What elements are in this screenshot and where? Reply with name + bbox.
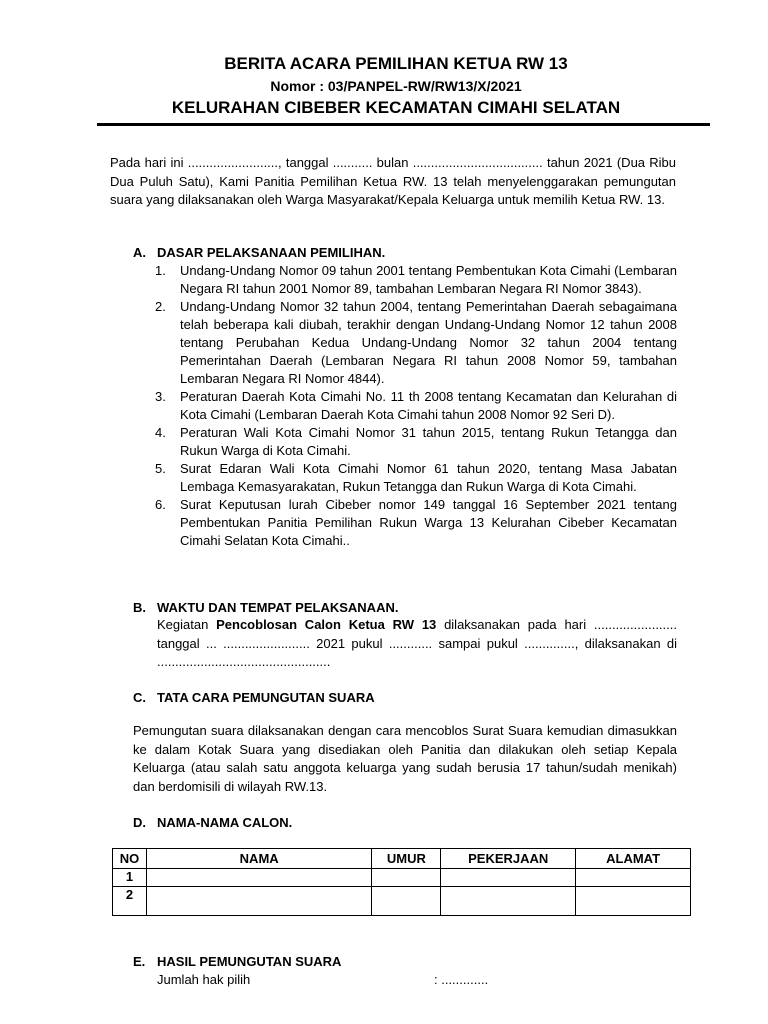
section-b-letter: B. [133, 600, 146, 615]
column-header-no: NO [113, 849, 147, 869]
list-item-text: Peraturan Wali Kota Cimahi Nomor 31 tahun 2015, tentang Rukun Tetangga dan Rukun Warga di Kota Cimahi. [180, 425, 677, 458]
intro-paragraph: Pada hari ini ........................., tanggal ........... bulan .................................... tahun 2021 (Dua Ribu Dua Puluh Satu), Kami Panitia Pemilihan Ketua RW. 13 telah menyelenggarakan pemungutan suara yang dilaksanakan oleh Warga Masyarakat/Kepala Keluarga untuk memilih Ketua RW. 13. [110, 155, 676, 207]
section-b-text [157, 616, 677, 672]
list-item-text: Surat Edaran Wali Kota Cimahi Nomor 61 tahun 2020, tentang Masa Jabatan Lembaga Kemasyarakatan, Rukun Tetangga dan Rukun Warga di Kota Cimahi. [180, 461, 677, 494]
section-c-heading [133, 690, 375, 705]
section-c-letter: C. [133, 690, 146, 705]
candidates-table [112, 848, 691, 916]
section-b-title: WAKTU DAN TEMPAT PELAKSANAAN. [157, 600, 399, 615]
cell-nama [146, 887, 371, 916]
document-title: BERITA ACARA PEMILIHAN KETUA RW 13 [224, 54, 568, 73]
column-header-alamat: ALAMAT [576, 849, 691, 869]
cell-nama [146, 869, 371, 887]
section-e-title: HASIL PEMUNGUTAN SUARA [157, 954, 342, 969]
section-b-text-bold: Pencoblosan Calon Ketua RW 13 [216, 617, 437, 632]
legal-basis-list [155, 262, 677, 550]
section-a-title: DASAR PELAKSANAAN PEMILIHAN. [157, 245, 386, 260]
list-item-text: Undang-Undang Nomor 09 tahun 2001 tentang Pembentukan Kota Cimahi (Lembaran Negara RI tahun 2001 Nomor 89, tambahan Lembaran Negara RI Nomor 3843). [180, 263, 677, 296]
table-row [113, 869, 691, 887]
cell-alamat [576, 887, 691, 916]
table-header-row [113, 849, 691, 869]
section-b-text-post: dilaksanakan pada hari ....................... tanggal ... ........................ 2021 pukul ............ sampai pukul .............., dilaksanakan di ................................................ [157, 617, 677, 669]
section-c-title: TATA CARA PEMUNGUTAN SUARA [157, 690, 375, 705]
cell-pekerjaan [441, 887, 576, 916]
list-item-text: Peraturan Daerah Kota Cimahi No. 11 th 2008 tentang Kecamatan dan Kelurahan di Kota Cimahi (Lembaran Daerah Kota Cimahi tahun 2008 Nomor 92 Seri D). [180, 389, 677, 422]
cell-umur [372, 869, 441, 887]
voter-count-label: Jumlah hak pilih [157, 972, 251, 987]
voter-count-value: : ............. [434, 972, 489, 987]
list-item-number: 3. [155, 389, 166, 404]
column-header-nama: NAMA [146, 849, 371, 869]
list-item-number: 6. [155, 497, 166, 512]
section-a-letter: A. [133, 245, 146, 260]
section-e-heading [133, 954, 341, 969]
cell-no: 2 [113, 887, 147, 916]
list-item [155, 496, 677, 550]
header-rule [97, 123, 710, 126]
section-d-heading [133, 815, 292, 830]
section-d-title: NAMA-NAMA CALON. [157, 815, 293, 830]
list-item-number: 1. [155, 263, 166, 278]
cell-no: 1 [113, 869, 147, 887]
column-header-umur: UMUR [372, 849, 441, 869]
list-item-number: 2. [155, 299, 166, 314]
section-e-letter: E. [133, 954, 146, 969]
cell-umur [372, 887, 441, 916]
list-item-text: Undang-Undang Nomor 32 tahun 2004, tentang Pemerintahan Daerah sebagaimana telah beberapa kali diubah, terakhir dengan Undang-Undang Nomor 12 tahun 2008 tentang Perubahan Kedua Undang-Undang Nomor 32 tahun 2004 tentang Pemerintahan Daerah (Lembaran Negara RI tahun 2008 Nomor 59, tambahan Lembaran Negara RI Nomor 4844). [180, 299, 677, 386]
column-header-pekerjaan: PEKERJAAN [441, 849, 576, 869]
list-item [155, 460, 677, 496]
list-item [155, 262, 677, 298]
cell-pekerjaan [441, 869, 576, 887]
list-item [155, 424, 677, 460]
document-subtitle: KELURAHAN CIBEBER KECAMATAN CIMAHI SELATAN [171, 98, 621, 117]
section-b-text-pre: Kegiatan [157, 617, 217, 632]
document-number: Nomor : 03/PANPEL-RW/RW13/X/2021 [270, 78, 522, 94]
section-b-heading [133, 600, 398, 615]
table-row [113, 887, 691, 916]
section-a-heading [133, 245, 385, 260]
section-d-letter: D. [133, 815, 146, 830]
section-c-text: Pemungutan suara dilaksanakan dengan cara mencoblos Surat Suara kemudian dimasukkan ke dalam Kotak Suara yang disediakan oleh Panitia dan dilakukan oleh setiap Kepala Keluarga (atau salah satu anggota keluarga yang sudah berusia 17 tahun/sudah menikah) dan berdomisili di wilayah RW.13. [133, 723, 677, 794]
list-item-number: 5. [155, 461, 166, 476]
cell-alamat [576, 869, 691, 887]
list-item-number: 4. [155, 425, 166, 440]
list-item [155, 388, 677, 424]
list-item-text: Surat Keputusan lurah Cibeber nomor 149 tanggal 16 September 2021 tentang Pembentukan Panitia Pemilihan Rukun Warga 13 Kelurahan Cibeber Kecamatan Cimahi Selatan Kota Cimahi.. [180, 497, 677, 548]
list-item [155, 298, 677, 388]
